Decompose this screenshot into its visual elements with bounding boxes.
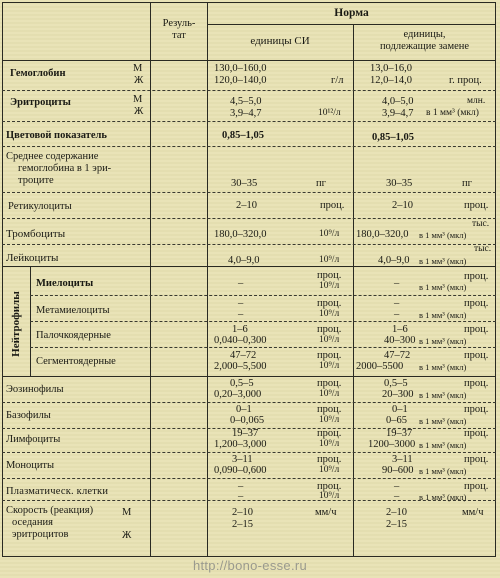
- unit-old: проц.: [464, 378, 489, 389]
- unit-si: мм/ч: [315, 507, 337, 518]
- unit-old: в 1 мм³ (мкл): [419, 362, 467, 372]
- label-mch: гемоглобина в 1 эри-: [18, 163, 112, 174]
- value-si: 180,0–320,0: [214, 229, 267, 240]
- unit-old: в 1 мм³ (мкл): [419, 466, 467, 476]
- hdr-bottom: [2, 60, 496, 61]
- label-band: Палочкоядерные: [36, 330, 111, 341]
- unit-old: в 1 мм³ (мкл): [419, 440, 467, 450]
- sex-m: М: [133, 63, 143, 74]
- unit-si: проц.: [317, 270, 342, 281]
- label-platelets: Тромбоциты: [6, 228, 66, 240]
- label-leukocytes: Лейкоциты: [6, 252, 59, 264]
- value-old: –: [394, 278, 400, 289]
- row-line: [2, 244, 496, 245]
- unit-old: проц.: [464, 350, 489, 361]
- hdr-result-1: Резуль-: [162, 18, 196, 29]
- neutrophils-group-label: Нейтрофилы: [10, 291, 22, 357]
- label-erythrocytes: Эритроциты: [10, 97, 71, 108]
- row-line: [2, 192, 496, 193]
- label-plasma-cells: Плазматическ. клетки: [6, 486, 109, 497]
- unit-old: мм/ч: [462, 507, 484, 518]
- value-old: –: [394, 309, 400, 320]
- unit-old: проц.: [464, 481, 489, 492]
- unit-old: проц.: [464, 324, 489, 335]
- hdr-subline: [207, 24, 496, 25]
- unit-old: проц.: [464, 271, 489, 282]
- unit-si: проц.: [317, 428, 342, 439]
- unit-old: г. проц.: [449, 75, 482, 86]
- sex-m: М: [133, 94, 143, 105]
- value-old: 2000–5500: [356, 361, 404, 372]
- row-line: [2, 146, 496, 147]
- label-mch: Среднее содержание: [6, 151, 99, 162]
- value-old: –: [394, 298, 400, 309]
- value-si: 130,0–160,0: [214, 63, 267, 74]
- value-old: 90–600: [382, 465, 414, 476]
- value-si: 4,0–9,0: [228, 255, 260, 266]
- value-old: 12,0–14,0: [370, 75, 412, 86]
- unit-old: в 1 мм³ (мкл): [419, 310, 467, 320]
- hdr-si: единицы СИ: [250, 35, 310, 47]
- unit-si: 10⁹/л: [319, 229, 340, 239]
- unit-si: 10⁹/л: [319, 389, 340, 399]
- value-si: –: [238, 298, 244, 309]
- unit-old: в 1 мм³ (мкл): [426, 108, 479, 118]
- label-mch: троците: [18, 175, 54, 186]
- sex-f: Ж: [122, 530, 132, 541]
- value-old: 4,0–9,0: [378, 255, 410, 266]
- value-si: 0,20–3,000: [214, 389, 262, 400]
- label-eosinophils: Эозинофилы: [6, 384, 64, 395]
- value-old: 47–72: [384, 350, 411, 361]
- value-si: 2–10: [232, 507, 253, 518]
- value-si: –: [238, 309, 244, 320]
- label-myelocytes: Миелоциты: [36, 278, 94, 289]
- unit-old: проц.: [464, 404, 489, 415]
- value-old: 2–10: [386, 507, 407, 518]
- value-old: 1–6: [392, 324, 408, 335]
- sex-f: Ж: [134, 106, 144, 117]
- unit-si: проц.: [317, 481, 342, 492]
- row-line: [2, 121, 496, 122]
- row-line: [2, 478, 496, 479]
- value-old: 4,0–5,0: [382, 96, 414, 107]
- value-si: 19–37: [232, 428, 259, 439]
- label-esr: Скорость (реакция): [6, 505, 94, 516]
- label-esr: эритроцитов: [12, 529, 69, 540]
- unit-si: проц.: [317, 378, 342, 389]
- col-divider-si: [207, 2, 208, 557]
- unit-old: в 1 мм³ (мкл): [419, 416, 467, 426]
- value-old: 13,0–16,0: [370, 63, 412, 74]
- unit-si: 10⁹/л: [319, 309, 340, 319]
- row-line: [30, 347, 496, 348]
- unit-si: г/л: [331, 75, 344, 86]
- unit-si: 10¹²/л: [318, 108, 341, 118]
- row-line: [2, 402, 496, 403]
- unit-old: млн.: [467, 96, 486, 106]
- unit-old: проц.: [464, 428, 489, 439]
- value-old: 1200–3000: [368, 439, 416, 450]
- hdr-old-2: подлежащие замене: [379, 41, 470, 52]
- unit-old: проц.: [464, 298, 489, 309]
- unit-old: в 1 мм³ (мкл): [419, 256, 467, 266]
- unit-si: проц.: [317, 298, 342, 309]
- sex-f: Ж: [134, 75, 144, 86]
- unit-si: 10⁹/л: [319, 491, 340, 501]
- label-lymphocytes: Лимфоциты: [6, 434, 61, 445]
- row-line: [30, 321, 496, 322]
- unit-old: проц.: [464, 454, 489, 465]
- hdr-old-1: единицы,: [403, 29, 446, 40]
- label-reticulocytes: Ретикулоциты: [8, 201, 72, 212]
- value-old: 3–11: [392, 454, 413, 465]
- unit-old: в 1 мм³ (мкл): [419, 336, 467, 346]
- value-old: 0–1: [392, 404, 408, 415]
- value-si: 4,5–5,0: [230, 96, 262, 107]
- value-si: 1–6: [232, 324, 248, 335]
- unit-si: проц.: [317, 324, 342, 335]
- unit-si: проц.: [317, 454, 342, 465]
- col-divider-result: [150, 2, 151, 557]
- value-si: 47–72: [230, 350, 257, 361]
- unit-si: 10⁹/л: [319, 439, 340, 449]
- value-si: 2–10: [236, 200, 257, 211]
- value-si: –: [238, 491, 244, 502]
- value-old: 40–300: [384, 335, 416, 346]
- unit-si: пг: [316, 178, 326, 189]
- unit-old: тыс.: [474, 244, 492, 254]
- value-old: –: [394, 481, 400, 492]
- value-old: 2–15: [386, 519, 407, 530]
- row-line: [2, 90, 496, 91]
- unit-si: 10⁹/л: [319, 255, 340, 265]
- unit-old: проц.: [464, 200, 489, 211]
- unit-si: проц.: [320, 200, 345, 211]
- value-si: –: [238, 481, 244, 492]
- value-si: 120,0–140,0: [214, 75, 267, 86]
- label-segmented: Сегментоядерные: [36, 356, 116, 367]
- label-color-index: Цветовой показатель: [6, 130, 107, 141]
- row-line: [2, 376, 496, 377]
- value-si: –: [238, 278, 244, 289]
- value-si: 3–11: [232, 454, 253, 465]
- value-si: 3,9–4,7: [230, 108, 262, 119]
- value-si: 2–15: [232, 519, 253, 530]
- label-metamyelocytes: Метамиелоциты: [36, 305, 110, 316]
- value-old: 2–10: [392, 200, 413, 211]
- value-si: 0,040–0,300: [214, 335, 267, 346]
- value-old: 0,5–5: [384, 378, 408, 389]
- unit-old: тыс.: [472, 219, 490, 229]
- unit-si: 10⁹/л: [319, 361, 340, 371]
- hdr-result-2: тат: [172, 30, 186, 41]
- value-si: 0,5–5: [230, 378, 254, 389]
- unit-old: пг: [462, 178, 472, 189]
- row-line: [30, 295, 496, 296]
- value-old: –: [394, 491, 400, 502]
- value-old: 0–65: [386, 415, 407, 426]
- sex-m: М: [122, 507, 132, 518]
- value-si: 30–35: [231, 178, 258, 189]
- value-si: 0,090–0,600: [214, 465, 267, 476]
- row-line: [2, 218, 496, 219]
- unit-old: в 1 мм³ (мкл): [419, 390, 467, 400]
- unit-si: 10⁹/л: [319, 415, 340, 425]
- value-si: 0–1: [236, 404, 252, 415]
- unit-si: проц.: [317, 350, 342, 361]
- label-hemoglobin: Гемоглобин: [10, 68, 66, 79]
- unit-si: проц.: [317, 404, 342, 415]
- value-old: 3,9–4,7: [382, 108, 414, 119]
- value-si: 0–0,065: [230, 415, 265, 426]
- unit-si: 10⁹/л: [319, 335, 340, 345]
- hdr-norma: Норма: [334, 7, 369, 19]
- value-si: 2,000–5,500: [214, 361, 267, 372]
- row-line: [2, 452, 496, 453]
- value-si: 1,200–3,000: [214, 439, 267, 450]
- unit-old: в 1 мм³ (мкл): [419, 230, 467, 240]
- value-old: 180,0–320,0: [356, 229, 409, 240]
- value-si: 0,85–1,05: [222, 130, 264, 141]
- value-old: 20–300: [382, 389, 414, 400]
- unit-si: 10⁹/л: [319, 281, 340, 291]
- value-old: 30–35: [386, 178, 413, 189]
- source-watermark: http://bono-esse.ru: [192, 558, 308, 573]
- value-old: 19–37: [386, 428, 413, 439]
- label-basophils: Базофилы: [6, 410, 51, 421]
- value-old: 0,85–1,05: [372, 132, 414, 143]
- unit-si: 10⁹/л: [319, 465, 340, 475]
- label-monocytes: Моноциты: [6, 460, 55, 471]
- label-esr: оседания: [12, 517, 53, 528]
- unit-old: в 1 мм³ (мкл): [419, 282, 467, 292]
- unit-old: в 1 мм³ (мкл): [419, 492, 467, 502]
